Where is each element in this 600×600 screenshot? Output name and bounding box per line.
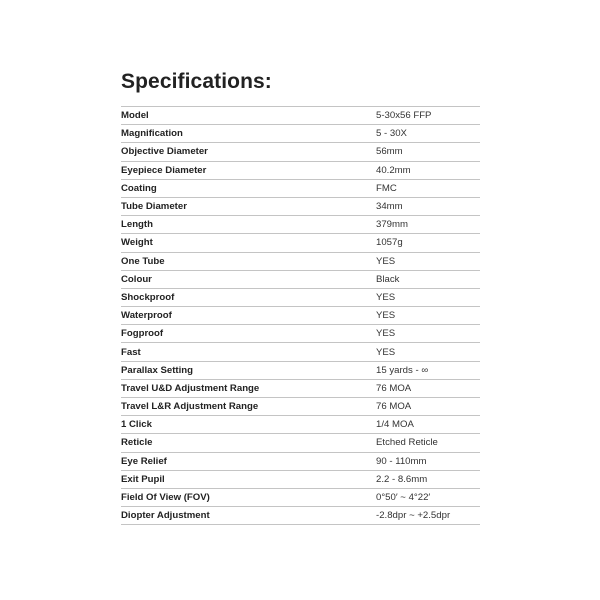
- spec-label: One Tube: [121, 252, 376, 270]
- table-row: [121, 234, 480, 252]
- spec-label: Waterproof: [121, 307, 376, 325]
- spec-label: Eye Relief: [121, 452, 376, 470]
- spec-label: Reticle: [121, 434, 376, 452]
- spec-label: Eyepiece Diameter: [121, 161, 376, 179]
- spec-value: 76 MOA: [376, 398, 480, 416]
- spec-label: Magnification: [121, 125, 376, 143]
- table-row: [121, 143, 480, 161]
- spec-value: YES: [376, 343, 480, 361]
- table-row: [121, 452, 480, 470]
- spec-value: 76 MOA: [376, 379, 480, 397]
- spec-label: Model: [121, 107, 376, 125]
- spec-value: YES: [376, 252, 480, 270]
- table-row: [121, 307, 480, 325]
- table-row: [121, 343, 480, 361]
- table-row: [121, 288, 480, 306]
- spec-label: Length: [121, 216, 376, 234]
- table-row: [121, 270, 480, 288]
- table-row: [121, 252, 480, 270]
- spec-value: YES: [376, 325, 480, 343]
- spec-value: 90 - 110mm: [376, 452, 480, 470]
- spec-value: Black: [376, 270, 480, 288]
- table-row: [121, 325, 480, 343]
- spec-value: 56mm: [376, 143, 480, 161]
- spec-value: Etched Reticle: [376, 434, 480, 452]
- spec-label: Tube Diameter: [121, 197, 376, 215]
- table-row: [121, 125, 480, 143]
- table-row: [121, 416, 480, 434]
- spec-value: 1/4 MOA: [376, 416, 480, 434]
- spec-label: Field Of View (FOV): [121, 488, 376, 506]
- spec-value: 5 - 30X: [376, 125, 480, 143]
- spec-value: 40.2mm: [376, 161, 480, 179]
- spec-label: Coating: [121, 179, 376, 197]
- spec-label: Weight: [121, 234, 376, 252]
- specifications-table: [121, 106, 480, 525]
- spec-value: YES: [376, 288, 480, 306]
- spec-value: FMC: [376, 179, 480, 197]
- spec-label: Fogproof: [121, 325, 376, 343]
- spec-label: Colour: [121, 270, 376, 288]
- table-row: [121, 361, 480, 379]
- spec-label: Diopter Adjustment: [121, 507, 376, 525]
- spec-label: Exit Pupil: [121, 470, 376, 488]
- spec-value: 379mm: [376, 216, 480, 234]
- table-row: [121, 179, 480, 197]
- table-row: [121, 216, 480, 234]
- specifications-table-body: [121, 107, 480, 525]
- table-row: [121, 379, 480, 397]
- table-row: [121, 161, 480, 179]
- spec-label: Parallax Setting: [121, 361, 376, 379]
- table-row: [121, 107, 480, 125]
- spec-label: Objective Diameter: [121, 143, 376, 161]
- page-title: Specifications:: [121, 70, 272, 93]
- spec-value: 2.2 - 8.6mm: [376, 470, 480, 488]
- spec-label: Fast: [121, 343, 376, 361]
- table-row: [121, 197, 480, 215]
- spec-value: 5-30x56 FFP: [376, 107, 480, 125]
- table-row: [121, 488, 480, 506]
- spec-label: Travel L&R Adjustment Range: [121, 398, 376, 416]
- spec-label: Travel U&D Adjustment Range: [121, 379, 376, 397]
- table-row: [121, 398, 480, 416]
- spec-label: 1 Click: [121, 416, 376, 434]
- table-row: [121, 434, 480, 452]
- spec-value: 0°50′ ~ 4°22′: [376, 488, 480, 506]
- spec-value: 1057g: [376, 234, 480, 252]
- spec-label: Shockproof: [121, 288, 376, 306]
- spec-value: 15 yards - ∞: [376, 361, 480, 379]
- table-row: [121, 470, 480, 488]
- table-row: [121, 507, 480, 525]
- spec-value: -2.8dpr ~ +2.5dpr: [376, 507, 480, 525]
- spec-value: 34mm: [376, 197, 480, 215]
- spec-value: YES: [376, 307, 480, 325]
